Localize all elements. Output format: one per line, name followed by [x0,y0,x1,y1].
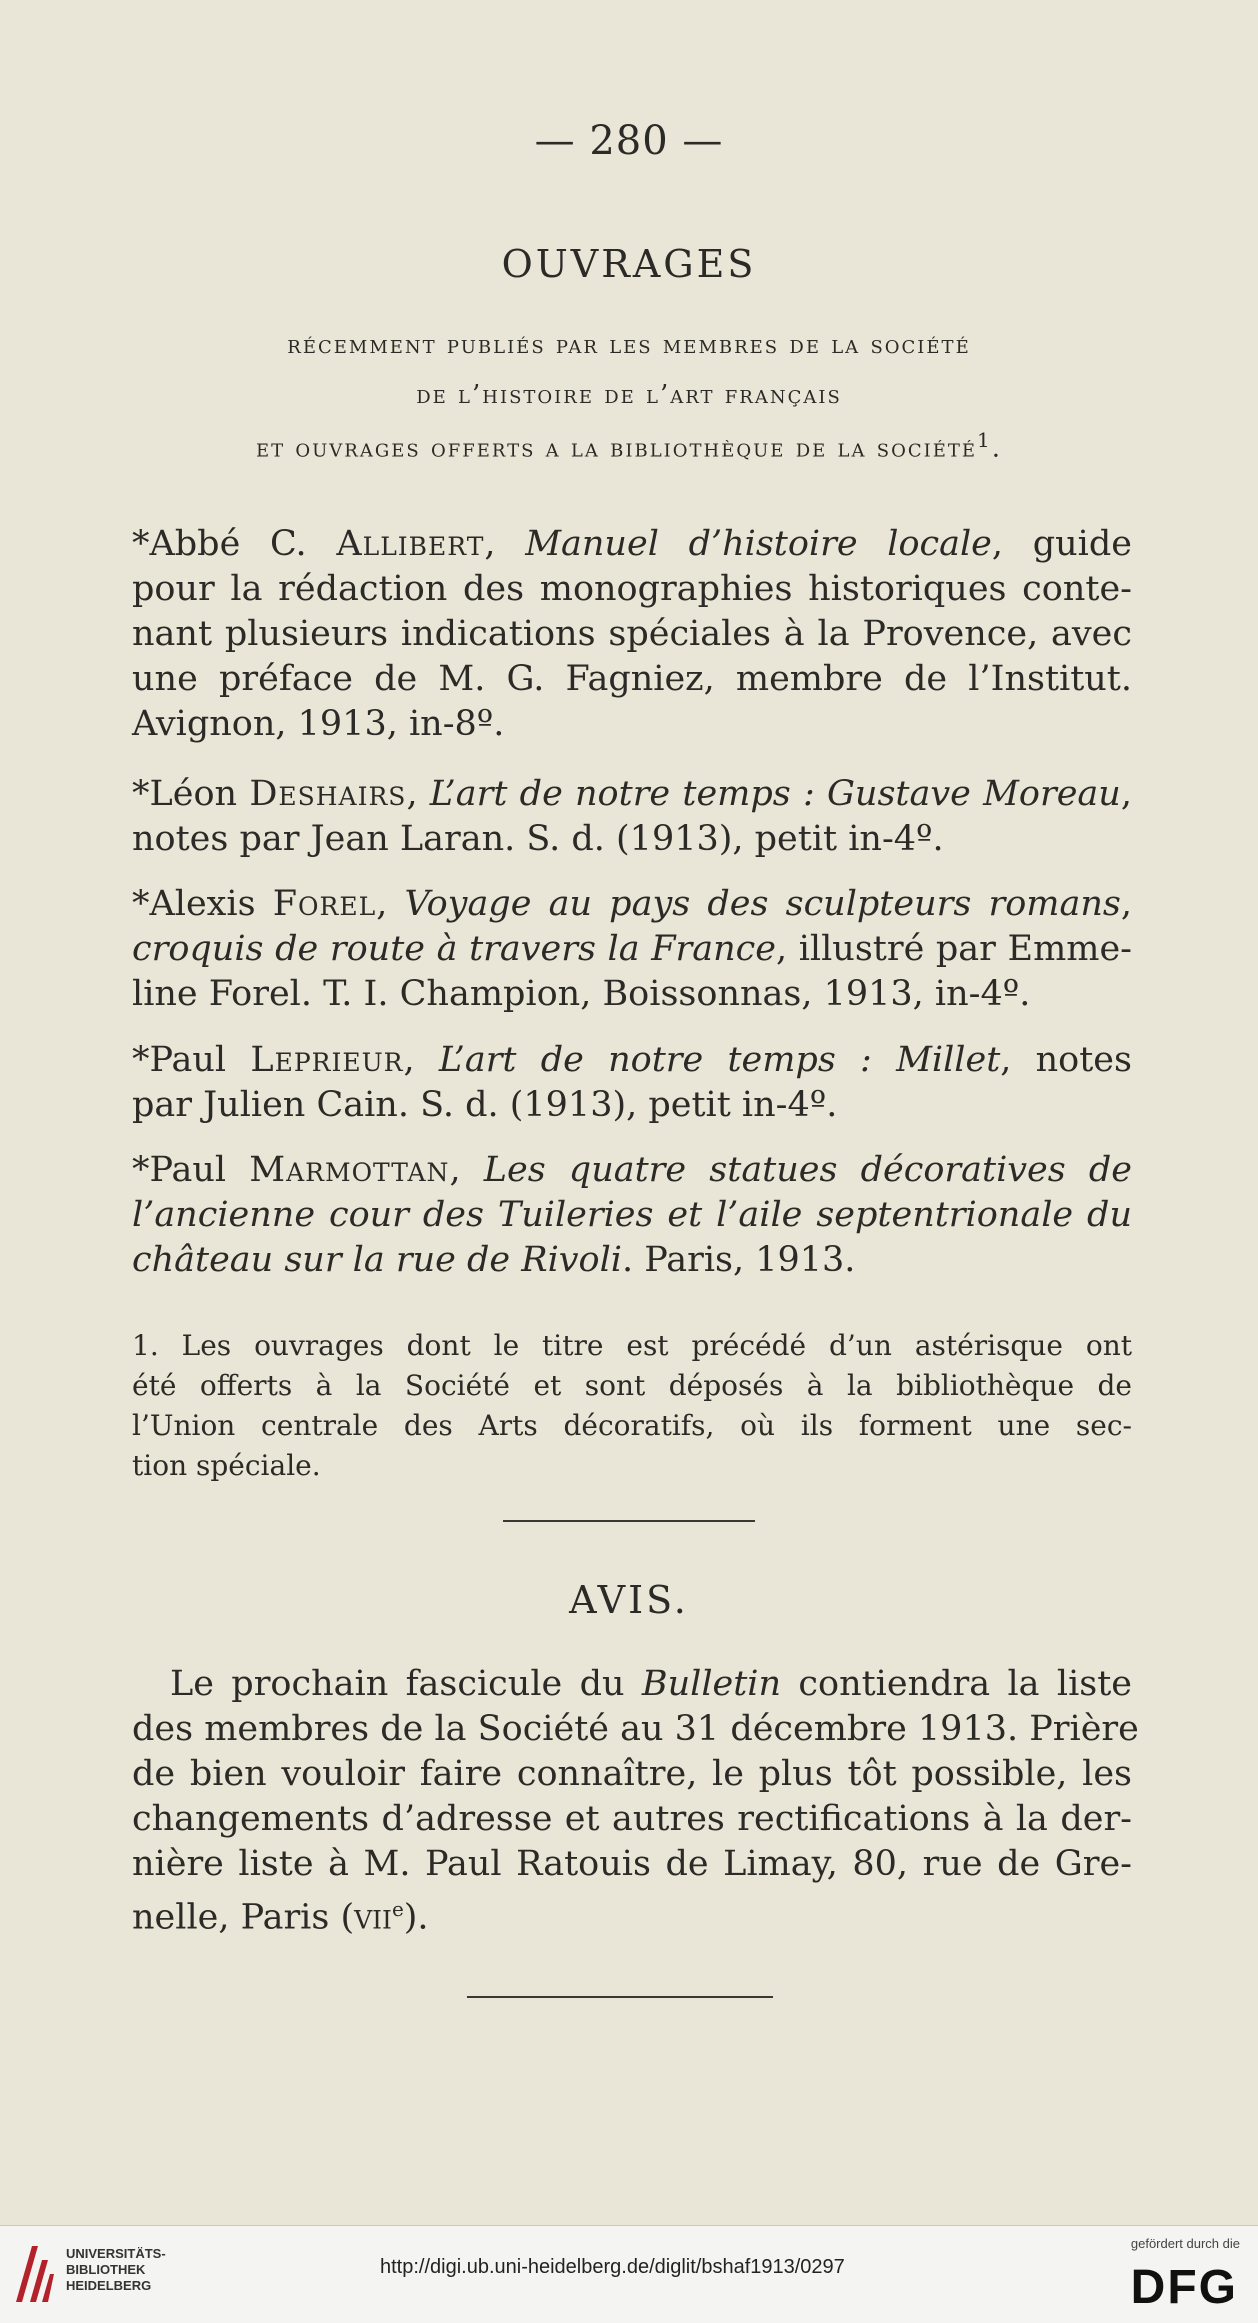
work-title: Les quatre statues décoratives de [483,1150,1132,1190]
footnote-line: tion spéciale. [132,1449,321,1482]
section-title: OUVRAGES [501,242,757,286]
author-name: Marmottan [249,1150,450,1190]
avis-title: AVIS. [569,1578,689,1622]
entry-line: croquis de route à travers la France, illustré par Emme- [132,929,1132,969]
footnote-line: été offerts à la Société et sont déposés à la bibliothèque de [132,1369,1132,1402]
entry-line [132,1193,1132,1238]
entry-line: *Abbé C. Allibert, Manuel d’histoire locale, guide [132,524,1132,564]
university-library-logo-icon [12,2240,56,2306]
work-title: château sur la rue de Rivoli [132,1240,622,1280]
subtitle-line-3 [0,428,1258,464]
entry-line: *Paul Leprieur, L’art de notre temps : Millet, notes [132,1040,1132,1080]
entry-line: Avignon, 1913, in-8º. [132,704,505,744]
work-title: Voyage au pays des sculpteurs romans [404,884,1121,924]
avis-line: nière liste à M. Paul Ratouis de Limay, 80, rue de Gre- [132,1844,1132,1884]
library-name: UNIVERSITÄTS- BIBLIOTHEK HEIDELBERG [66,2246,166,2293]
divider-rule [503,1520,755,1522]
page-number: — 280 — [534,118,724,164]
entry-allibert [132,522,1132,747]
entry-line: *Paul Marmottan, Les quatre statues décoratives de [132,1150,1132,1190]
author-name: Forel [272,884,377,924]
permalink-url[interactable]: http://digi.ub.uni-heidelberg.de/diglit/bshaf1913/0297 [380,2256,845,2278]
end-rule [467,1996,773,1998]
entry-line: par Julien Cain. S. d. (1913), petit in-4º. [132,1085,838,1125]
dfg-logo: DFG [1130,2261,1238,2314]
footnote-mark: 1 [977,428,992,452]
work-title: l’ancienne cour des Tuileries et l’aile septentrionale du [132,1195,1132,1235]
entry-line: line Forel. T. I. Champion, Boissonnas, 1913, in-4º. [132,974,1031,1014]
entry-line: notes par Jean Laran. S. d. (1913), petit in-4º. [132,819,944,859]
subtitle-line-3-end: . [991,433,1003,464]
author-name: Leprieur [250,1040,404,1080]
entry-line: *Alexis Forel, Voyage au pays des sculpteurs romans, [132,884,1132,924]
entry-forel [132,882,1132,1017]
avis-line: Le prochain fascicule du Bulletin contiendra la liste [170,1664,1132,1704]
viewer-footer-bar [0,2225,1258,2323]
subtitle-line-3-text: et ouvrages offerts a la bibliothèque de la société [255,433,978,464]
author-name: Deshairs [249,774,407,814]
entry-line: *Léon Deshairs, L’art de notre temps : Gustave Moreau, [132,774,1132,814]
entry-deshairs [132,772,1132,862]
avis-line: changements d’adresse et autres rectifications à la der- [132,1799,1132,1839]
entry-line: pour la rédaction des monographies historiques conte- [132,569,1132,609]
avis-line: nelle, Paris (vii$^e$). [132,1897,429,1938]
subtitle-line-1: récemment publiés par les membres de la société [287,330,971,360]
entry-line: château sur la rue de Rivoli. Paris, 1913. [132,1240,856,1280]
work-title: croquis de route à travers la France [132,929,776,969]
entry-marmottan [132,1148,1132,1283]
subtitle-line-2: de l’histoire de l’art français [416,380,842,410]
work-title: L’art de notre temps : Millet [438,1040,1001,1080]
funding-label: gefördert durch die [1130,2236,1240,2251]
avis-line: des membres de la Société au 31 décembre 1913. Prière [132,1709,1139,1749]
footnote-line: l’Union centrale des Arts décoratifs, où ils forment une sec- [132,1409,1132,1442]
entry-line: nant plusieurs indications spéciales à la Provence, avec [132,614,1132,654]
author-name: Allibert [336,524,485,564]
bulletin-title: Bulletin [641,1664,782,1704]
avis-paragraph [132,1662,1139,1941]
footnote-line: 1. Les ouvrages dont le titre est précédé d’un astérisque ont [132,1329,1132,1362]
avis-line: de bien vouloir faire connaître, le plus tôt possible, les [132,1754,1132,1794]
work-title: L’art de notre temps : Gustave Moreau [429,774,1121,814]
work-title: Manuel d’histoire locale [525,524,992,564]
footnote [132,1326,1132,1486]
entry-line: une préface de M. G. Fagniez, membre de l’Institut. [132,659,1132,699]
entry-leprieur [132,1038,1132,1128]
